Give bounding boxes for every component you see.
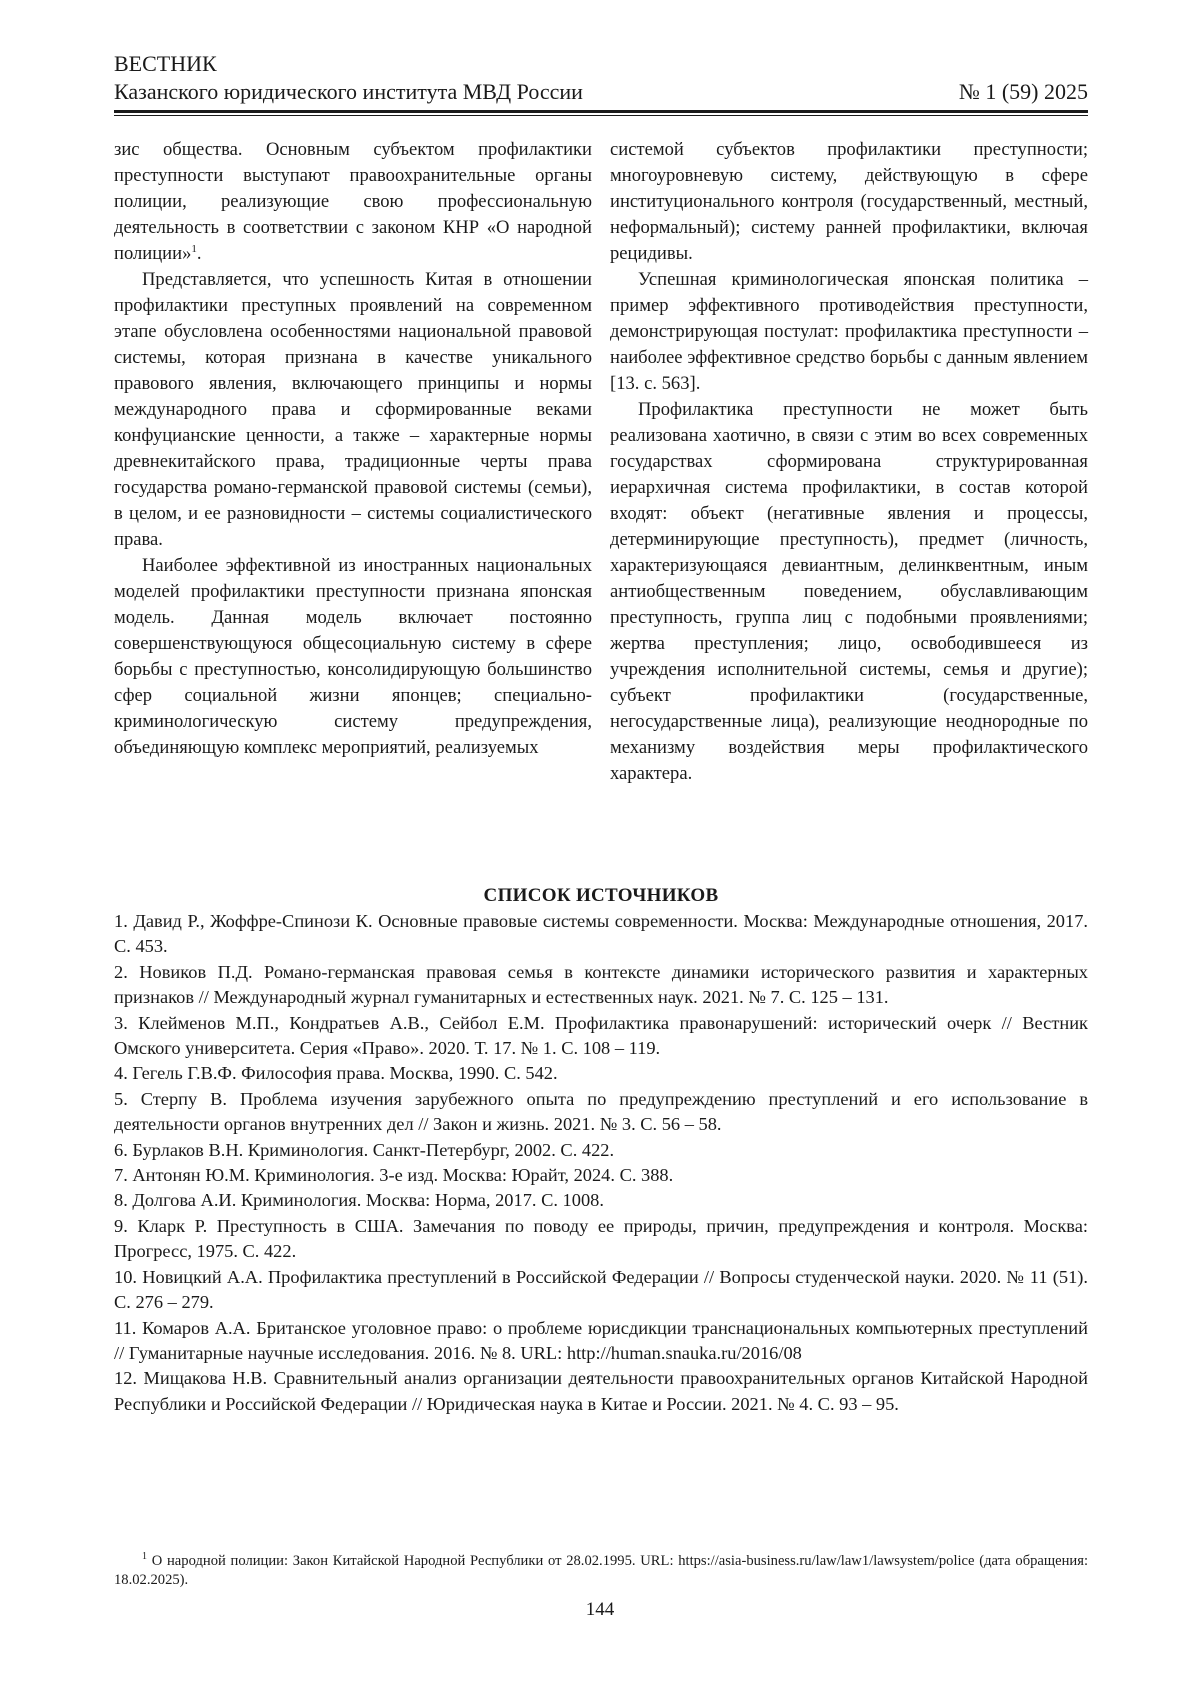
page-number: 144 bbox=[585, 1599, 615, 1620]
reference-item: 12. Мищакова Н.В. Сравнительный анализ организации деятельности правоохранительных органов Китайской Народной Республики и Российской Федерации // Юридическая наука в Китае и России. 2021. № 4. С. 93 – 95. bbox=[114, 1368, 1088, 1414]
reference-item: 11. Комаров А.А. Британское уголовное право: о проблеме юрисдикции транснациональных компьютерных преступлений // Гуманитарные научные исследования. 2016. № 8. URL: http://human.snauka.ru/2016/08 bbox=[114, 1317, 1088, 1363]
reference-item: 4. Гегель Г.В.Ф. Философия права. Москва, 1990. С. 542. bbox=[114, 1063, 558, 1084]
paragraph: зис общества. Основным субъектом профилактики преступности выступают правоохранительные органы полиции, реализующие свою профессиональную деятельность в соответствии с законом КНР «О народной полиции»$^1$. bbox=[114, 139, 592, 264]
reference-item: 7. Антонян Ю.М. Криминология. 3-е изд. Москва: Юрайт, 2024. С. 388. bbox=[114, 1165, 674, 1186]
reference-item: 5. Стерпу В. Проблема изучения зарубежного опыта по предупреждению преступлений и его использование в деятельности органов внутренних дел // Закон и жизнь. 2021. № 3. С. 56 – 58. bbox=[114, 1088, 1088, 1135]
footnote-marker: 1 bbox=[142, 1551, 147, 1563]
reference-item: 1. Давид Р., Жоффре-Спинози К. Основные правовые системы современности. Москва: Международные отношения, 2017. С. 453. bbox=[114, 911, 1088, 957]
footnote-text: О народной полиции: Закон Китайской Народной Республики от 28.02.1995. URL: https://asia-business.ru/law/law1/lawsystem/police (дата обращения: 18.02.2025). bbox=[114, 1553, 1088, 1588]
header-rule-thin bbox=[114, 115, 1088, 116]
issue-number: № 1 (59) 2025 bbox=[958, 79, 1088, 104]
reference-item: 3. Клейменов М.П., Кондратьев А.В., Сейбол Е.М. Профилактика правонарушений: исторический очерк // Вестник Омского университета. Серия «Право». 2020. Т. 17. № 1. С. 108 – 119. bbox=[114, 1012, 1088, 1059]
paragraph: Успешная криминологическая японская политика – пример эффективного противодействия преступности, демонстрирующая постулат: профилактика преступности – наиболее эффективное средство борьбы с данным явлением [13. с. 563]. bbox=[610, 269, 1088, 394]
paragraph: системой субъектов профилактики преступности; многоуровневую систему, действующую в сфере институционального контроля (государственный, местный, неформальный); систему ранней профилактики, включая рецидивы. bbox=[610, 139, 1088, 264]
left-column bbox=[114, 137, 592, 787]
body-columns bbox=[114, 137, 1088, 787]
journal-subtitle-row bbox=[114, 78, 1088, 106]
references-section bbox=[114, 883, 1088, 1417]
references-list bbox=[114, 909, 1088, 1417]
footnote bbox=[114, 1552, 1088, 1590]
reference-item: 6. Бурлаков В.Н. Криминология. Санкт-Петербург, 2002. С. 422. bbox=[114, 1139, 615, 1160]
journal-subtitle: Казанского юридического института МВД России bbox=[114, 79, 583, 104]
paragraph: Наиболее эффективной из иностранных национальных моделей профилактики преступности признана японская модель. Данная модель включает постоянно совершенствующуюся общесоциальную систему в сфере борьбы с преступностью, консолидирующую большинство сфер социальной жизни японцев; специально-криминологическую систему предупреждения, объединяющую комплекс мероприятий, реализуемых bbox=[114, 555, 592, 758]
reference-item: 9. Кларк Р. Преступность в США. Замечания по поводу ее природы, причин, предупреждения и контроля. Москва: Прогресс, 1975. С. 422. bbox=[114, 1215, 1088, 1262]
references-heading: СПИСОК ИСТОЧНИКОВ bbox=[483, 885, 719, 906]
journal-title: ВЕСТНИК bbox=[114, 51, 217, 76]
paragraph: Профилактика преступности не может быть реализована хаотично, в связи с этим во всех современных государствах сформирована структурированная иерархичная система профилактики, в состав которой входят: объект (негативные явления и процессы, детерминирующие преступность), предмет (личность, характеризующаяся девиантным, делинквентным, иным антиобщественным поведением, обуславливающим преступность, группа лиц с подобными проявлениями; жертва преступления; лицо, освободившееся из учреждения исполнительной системы, семья и другие); субъект профилактики (государственные, негосударственные лица), реализующие неоднородные по механизму воздействия меры профилактического характера. bbox=[610, 399, 1088, 784]
reference-item: 2. Новиков П.Д. Романо-германская правовая семья в контексте динамики исторического развития и характерных признаков // Международный журнал гуманитарных и естественных наук. 2021. № 7. С. 125 – 131. bbox=[114, 961, 1088, 1008]
reference-item: 10. Новицкий А.А. Профилактика преступлений в Российской Федерации // Вопросы студенческой науки. 2020. № 11 (51). С. 276 – 279. bbox=[114, 1266, 1088, 1313]
reference-item: 8. Долгова А.И. Криминология. Москва: Норма, 2017. С. 1008. bbox=[114, 1190, 604, 1211]
header-rule-thick bbox=[114, 110, 1088, 113]
paragraph: Представляется, что успешность Китая в отношении профилактики преступных проявлений на современном этапе обусловлена особенностями национальной правовой системы, которая признана в качестве уникального правового явления, включающего принципы и нормы международного права и сформированные веками конфуцианские ценности, а также – характерные нормы древнекитайского права, традиционные черты права государства романо-германской правовой системы (семьи), в целом, и ее разновидности – системы социалистического права. bbox=[114, 269, 592, 550]
right-column bbox=[610, 137, 1088, 787]
journal-header bbox=[114, 50, 1088, 116]
footnote-ref[interactable]: 1 bbox=[191, 242, 197, 255]
